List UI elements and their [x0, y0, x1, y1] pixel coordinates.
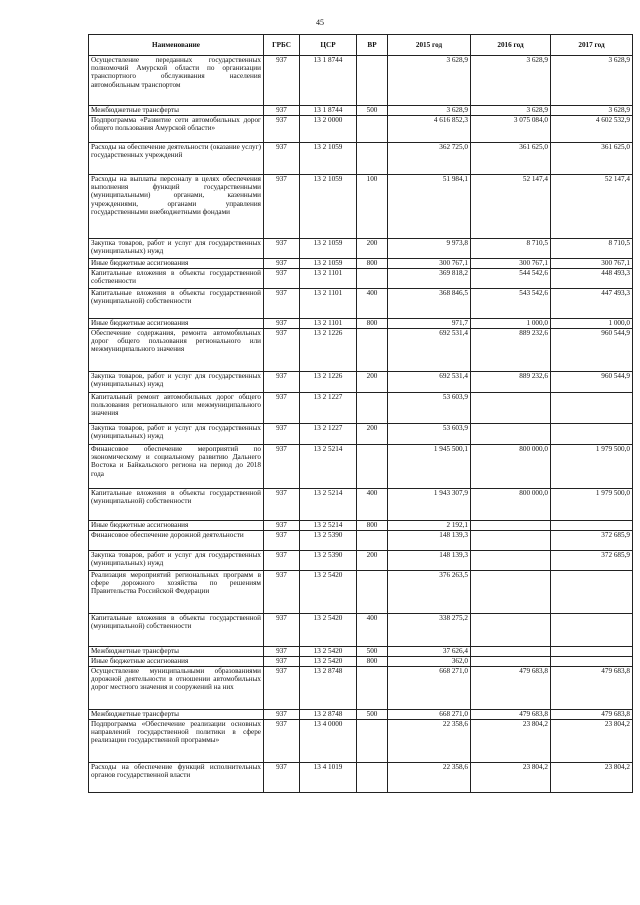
cell-2015: 53 603,9 — [388, 424, 471, 445]
cell-2015: 22 358,6 — [388, 720, 471, 763]
cell-name: Межбюджетные трансферты — [89, 647, 264, 657]
cell-2016 — [471, 571, 551, 614]
cell-2016 — [471, 393, 551, 424]
cell-csr: 13 2 1101 — [300, 269, 357, 289]
cell-2017 — [551, 657, 633, 667]
cell-2016: 479 683,8 — [471, 667, 551, 710]
cell-2015: 368 846,5 — [388, 289, 471, 319]
cell-name: Расходы на обеспечение функций исполнительных органов государственной власти — [89, 763, 264, 793]
cell-vr: 800 — [357, 319, 388, 329]
cell-grbs: 937 — [264, 710, 300, 720]
cell-2016: 544 542,6 — [471, 269, 551, 289]
cell-2017: 960 544,9 — [551, 372, 633, 393]
table-row — [89, 143, 633, 175]
cell-2017: 23 804,2 — [551, 720, 633, 763]
table-body — [89, 56, 633, 793]
table-row — [89, 175, 633, 239]
cell-2017 — [551, 521, 633, 531]
cell-2016: 8 710,5 — [471, 239, 551, 259]
cell-2015: 362,0 — [388, 657, 471, 667]
cell-grbs: 937 — [264, 56, 300, 106]
header-2016: 2016 год — [471, 35, 551, 56]
cell-csr: 13 4 1019 — [300, 763, 357, 793]
cell-grbs: 937 — [264, 424, 300, 445]
cell-2016: 479 683,8 — [471, 710, 551, 720]
cell-2016: 3 628,9 — [471, 106, 551, 116]
cell-vr: 500 — [357, 710, 388, 720]
table-row — [89, 445, 633, 489]
cell-2015: 2 192,1 — [388, 521, 471, 531]
cell-2016 — [471, 647, 551, 657]
cell-2016 — [471, 531, 551, 551]
cell-name: Межбюджетные трансферты — [89, 106, 264, 116]
cell-2015: 148 139,3 — [388, 531, 471, 551]
cell-vr: 800 — [357, 259, 388, 269]
cell-2016: 52 147,4 — [471, 175, 551, 239]
cell-2017: 361 625,0 — [551, 143, 633, 175]
cell-name: Межбюджетные трансферты — [89, 710, 264, 720]
cell-vr — [357, 763, 388, 793]
cell-2016 — [471, 614, 551, 647]
cell-2017: 372 685,9 — [551, 531, 633, 551]
cell-grbs: 937 — [264, 239, 300, 259]
cell-2016: 300 767,1 — [471, 259, 551, 269]
table-row — [89, 319, 633, 329]
table-row — [89, 763, 633, 793]
cell-vr: 200 — [357, 239, 388, 259]
cell-name: Капитальные вложения в объекты государственной (муниципальной) собственности — [89, 289, 264, 319]
table-row — [89, 531, 633, 551]
cell-grbs: 937 — [264, 531, 300, 551]
cell-2015: 51 984,1 — [388, 175, 471, 239]
cell-vr — [357, 329, 388, 372]
cell-name: Капитальные вложения в объекты государственной собственности — [89, 269, 264, 289]
cell-name: Подпрограмма «Обеспечение реализации основных направлений государственной политики в сфере реализации государственной программы» — [89, 720, 264, 763]
cell-2017 — [551, 614, 633, 647]
cell-2016 — [471, 551, 551, 571]
cell-grbs: 937 — [264, 489, 300, 521]
cell-name: Иные бюджетные ассигнования — [89, 319, 264, 329]
cell-vr — [357, 393, 388, 424]
cell-2016: 889 232,6 — [471, 329, 551, 372]
table-row — [89, 56, 633, 106]
cell-grbs: 937 — [264, 657, 300, 667]
cell-name: Иные бюджетные ассигнования — [89, 259, 264, 269]
cell-csr: 13 2 1059 — [300, 143, 357, 175]
cell-2017: 479 683,8 — [551, 710, 633, 720]
cell-grbs: 937 — [264, 106, 300, 116]
cell-csr: 13 2 1059 — [300, 175, 357, 239]
cell-csr: 13 2 5214 — [300, 521, 357, 531]
cell-name: Закупка товаров, работ и услуг для государственных (муниципальных) нужд — [89, 551, 264, 571]
cell-2017: 23 804,2 — [551, 763, 633, 793]
cell-2017: 448 493,3 — [551, 269, 633, 289]
cell-csr: 13 2 1101 — [300, 319, 357, 329]
cell-2017: 1 000,0 — [551, 319, 633, 329]
cell-vr — [357, 531, 388, 551]
cell-2016 — [471, 657, 551, 667]
table-row — [89, 329, 633, 372]
cell-2015: 3 628,9 — [388, 106, 471, 116]
cell-name: Капитальные вложения в объекты государственной (муниципальной) собственности — [89, 489, 264, 521]
cell-2016: 361 625,0 — [471, 143, 551, 175]
table-row — [89, 521, 633, 531]
cell-csr: 13 2 1227 — [300, 393, 357, 424]
cell-grbs: 937 — [264, 614, 300, 647]
table-row — [89, 239, 633, 259]
cell-csr: 13 2 0000 — [300, 116, 357, 143]
cell-grbs: 937 — [264, 116, 300, 143]
table-row — [89, 116, 633, 143]
cell-csr: 13 2 5390 — [300, 551, 357, 571]
cell-2015: 376 263,5 — [388, 571, 471, 614]
cell-name: Осуществление муниципальными образованиями дорожной деятельности в отношении автомобильных дорог местного значения и сооружений на них — [89, 667, 264, 710]
cell-2015: 3 628,9 — [388, 56, 471, 106]
budget-table — [88, 34, 633, 793]
cell-vr: 500 — [357, 106, 388, 116]
cell-vr: 200 — [357, 372, 388, 393]
cell-2015: 148 139,3 — [388, 551, 471, 571]
cell-grbs: 937 — [264, 551, 300, 571]
cell-2017: 4 602 532,9 — [551, 116, 633, 143]
cell-vr — [357, 143, 388, 175]
cell-2017: 479 683,8 — [551, 667, 633, 710]
cell-grbs: 937 — [264, 667, 300, 710]
cell-2016: 3 075 084,0 — [471, 116, 551, 143]
cell-vr: 200 — [357, 424, 388, 445]
cell-2016: 3 628,9 — [471, 56, 551, 106]
cell-2015: 1 945 500,1 — [388, 445, 471, 489]
cell-2015: 692 531,4 — [388, 372, 471, 393]
cell-2015: 9 973,8 — [388, 239, 471, 259]
cell-2015: 668 271,0 — [388, 667, 471, 710]
cell-csr: 13 2 1059 — [300, 259, 357, 269]
cell-vr: 800 — [357, 657, 388, 667]
cell-vr: 800 — [357, 521, 388, 531]
cell-2017: 1 979 500,0 — [551, 489, 633, 521]
cell-csr: 13 2 5390 — [300, 531, 357, 551]
cell-name: Осуществление переданных государственных полномочий Амурской области по организации транспортного обслуживания населения автомобильным транспортом — [89, 56, 264, 106]
table-row — [89, 647, 633, 657]
cell-2015: 37 626,4 — [388, 647, 471, 657]
cell-vr — [357, 116, 388, 143]
cell-csr: 13 2 1226 — [300, 372, 357, 393]
cell-2016 — [471, 521, 551, 531]
cell-2016 — [471, 424, 551, 445]
cell-vr: 100 — [357, 175, 388, 239]
header-2015: 2015 год — [388, 35, 471, 56]
table-row — [89, 489, 633, 521]
cell-vr: 500 — [357, 647, 388, 657]
cell-csr: 13 1 8744 — [300, 56, 357, 106]
cell-2017: 372 685,9 — [551, 551, 633, 571]
cell-csr: 13 2 1059 — [300, 239, 357, 259]
cell-2017: 300 767,1 — [551, 259, 633, 269]
table-row — [89, 551, 633, 571]
cell-grbs: 937 — [264, 269, 300, 289]
cell-csr: 13 2 8748 — [300, 667, 357, 710]
table-row — [89, 393, 633, 424]
cell-2017: 960 544,9 — [551, 329, 633, 372]
cell-2017: 3 628,9 — [551, 106, 633, 116]
cell-2017: 3 628,9 — [551, 56, 633, 106]
cell-grbs: 937 — [264, 143, 300, 175]
cell-grbs: 937 — [264, 319, 300, 329]
table-row — [89, 289, 633, 319]
header-2017: 2017 год — [551, 35, 633, 56]
page-number: 45 — [316, 18, 324, 27]
cell-grbs: 937 — [264, 393, 300, 424]
cell-2015: 668 271,0 — [388, 710, 471, 720]
cell-name: Финансовое обеспечение дорожной деятельности — [89, 531, 264, 551]
cell-csr: 13 4 0000 — [300, 720, 357, 763]
header-grbs: ГРБС — [264, 35, 300, 56]
cell-2016: 800 000,0 — [471, 445, 551, 489]
cell-csr: 13 2 5214 — [300, 489, 357, 521]
cell-2016: 800 000,0 — [471, 489, 551, 521]
table-row — [89, 710, 633, 720]
cell-2016: 889 232,6 — [471, 372, 551, 393]
cell-name: Закупка товаров, работ и услуг для государственных (муниципальных) нужд — [89, 372, 264, 393]
cell-2016: 23 804,2 — [471, 720, 551, 763]
cell-name: Финансовое обеспечение мероприятий по экономическому и социальному развитию Дальнего Востока и Байкальского региона на период до 2018 года — [89, 445, 264, 489]
cell-csr: 13 2 5420 — [300, 571, 357, 614]
cell-vr: 400 — [357, 289, 388, 319]
table-row — [89, 106, 633, 116]
cell-vr — [357, 269, 388, 289]
cell-2015: 300 767,1 — [388, 259, 471, 269]
table-row — [89, 571, 633, 614]
cell-2017 — [551, 571, 633, 614]
cell-2015: 692 531,4 — [388, 329, 471, 372]
cell-2017 — [551, 393, 633, 424]
cell-2015: 362 725,0 — [388, 143, 471, 175]
cell-grbs: 937 — [264, 259, 300, 269]
header-row — [89, 35, 633, 56]
cell-2015: 53 603,9 — [388, 393, 471, 424]
cell-2015: 971,7 — [388, 319, 471, 329]
cell-2015: 338 275,2 — [388, 614, 471, 647]
cell-2017 — [551, 647, 633, 657]
table-row — [89, 614, 633, 647]
cell-name: Капитальный ремонт автомобильных дорог общего пользования регионального или межмуниципального значения — [89, 393, 264, 424]
header-vr: ВР — [357, 35, 388, 56]
cell-grbs: 937 — [264, 175, 300, 239]
cell-vr: 200 — [357, 551, 388, 571]
cell-name: Обеспечение содержания, ремонта автомобильных дорог общего пользования регионального или межмуниципального значения — [89, 329, 264, 372]
cell-grbs: 937 — [264, 289, 300, 319]
cell-grbs: 937 — [264, 445, 300, 489]
cell-name: Иные бюджетные ассигнования — [89, 657, 264, 667]
cell-2017: 8 710,5 — [551, 239, 633, 259]
table-row — [89, 657, 633, 667]
cell-name: Капитальные вложения в объекты государственной (муниципальной) собственности — [89, 614, 264, 647]
cell-csr: 13 2 1227 — [300, 424, 357, 445]
table-header — [89, 35, 633, 56]
cell-vr — [357, 56, 388, 106]
cell-vr: 400 — [357, 614, 388, 647]
cell-2016: 543 542,6 — [471, 289, 551, 319]
cell-csr: 13 2 5420 — [300, 647, 357, 657]
header-name: Наименование — [89, 35, 264, 56]
cell-2017: 447 493,3 — [551, 289, 633, 319]
cell-name: Закупка товаров, работ и услуг для государственных (муниципальных) нужд — [89, 239, 264, 259]
table-row — [89, 372, 633, 393]
cell-csr: 13 2 1101 — [300, 289, 357, 319]
cell-csr: 13 2 8748 — [300, 710, 357, 720]
cell-2015: 1 943 307,9 — [388, 489, 471, 521]
header-csr: ЦСР — [300, 35, 357, 56]
cell-grbs: 937 — [264, 720, 300, 763]
cell-name: Расходы на выплаты персоналу в целях обеспечения выполнения функций государственными (муниципальными) органами, казенными учреждениями, органами управления государственными внебюджетными фондами — [89, 175, 264, 239]
cell-vr — [357, 667, 388, 710]
cell-grbs: 937 — [264, 763, 300, 793]
cell-csr: 13 2 1226 — [300, 329, 357, 372]
table-row — [89, 424, 633, 445]
cell-name: Расходы на обеспечение деятельности (оказание услуг) государственных учреждений — [89, 143, 264, 175]
cell-name: Реализация мероприятий региональных программ в сфере дорожного хозяйства по решениям Правительства Российской Федерации — [89, 571, 264, 614]
cell-2016: 23 804,2 — [471, 763, 551, 793]
table-row — [89, 259, 633, 269]
table-row — [89, 667, 633, 710]
cell-2015: 4 616 852,3 — [388, 116, 471, 143]
table-row — [89, 720, 633, 763]
cell-vr — [357, 720, 388, 763]
cell-grbs: 937 — [264, 372, 300, 393]
cell-name: Закупка товаров, работ и услуг для государственных (муниципальных) нужд — [89, 424, 264, 445]
cell-2017 — [551, 424, 633, 445]
cell-csr: 13 2 5420 — [300, 614, 357, 647]
cell-grbs: 937 — [264, 521, 300, 531]
cell-grbs: 937 — [264, 571, 300, 614]
cell-2017: 52 147,4 — [551, 175, 633, 239]
cell-name: Иные бюджетные ассигнования — [89, 521, 264, 531]
cell-vr — [357, 571, 388, 614]
cell-vr: 400 — [357, 489, 388, 521]
cell-csr: 13 2 5214 — [300, 445, 357, 489]
cell-vr — [357, 445, 388, 489]
cell-2015: 369 818,2 — [388, 269, 471, 289]
cell-name: Подпрограмма «Развитие сети автомобильных дорог общего пользования Амурской области» — [89, 116, 264, 143]
cell-2017: 1 979 500,0 — [551, 445, 633, 489]
table-row — [89, 269, 633, 289]
cell-csr: 13 1 8744 — [300, 106, 357, 116]
cell-csr: 13 2 5420 — [300, 657, 357, 667]
cell-grbs: 937 — [264, 647, 300, 657]
cell-2016: 1 000,0 — [471, 319, 551, 329]
cell-2015: 22 358,6 — [388, 763, 471, 793]
cell-grbs: 937 — [264, 329, 300, 372]
